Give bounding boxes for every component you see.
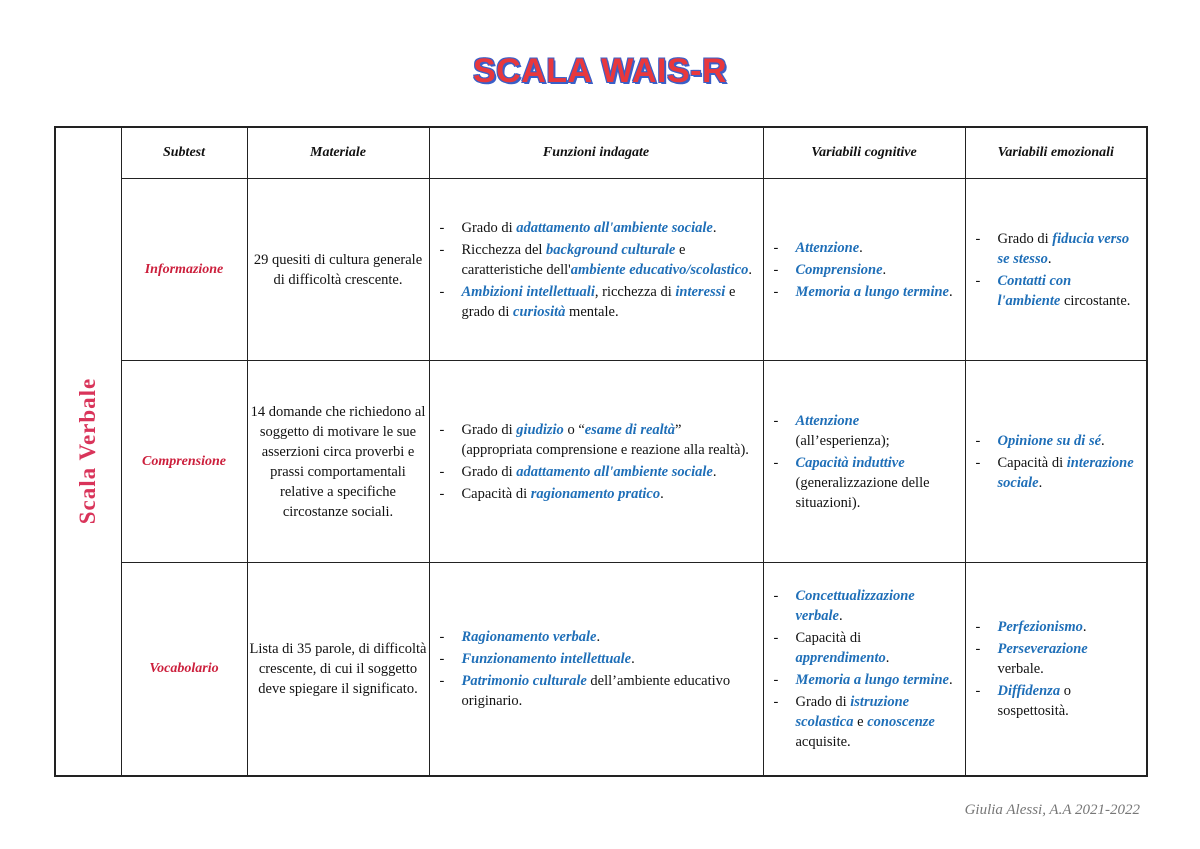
item-text: Grado di xyxy=(461,421,517,438)
funzioni-cell xyxy=(429,361,763,563)
item-text: . xyxy=(596,628,601,645)
item-text: . xyxy=(748,261,753,278)
list-item xyxy=(974,271,1137,311)
highlight-term: adattamento all'ambiente sociale xyxy=(516,463,713,480)
item-text: . xyxy=(948,283,953,300)
highlight-term: curiosità xyxy=(513,303,566,320)
highlight-term: Comprensione xyxy=(795,261,883,278)
highlight-term: Opinione su di sé xyxy=(997,432,1102,449)
highlight-term: interazione sociale xyxy=(997,454,1134,491)
funzioni-cell xyxy=(429,563,763,776)
header-emozionali: Variabili emozionali xyxy=(965,127,1147,179)
highlight-term: Memoria a lungo termine xyxy=(795,283,949,300)
item-text: o “ xyxy=(563,421,585,438)
highlight-term: istruzione scolastica xyxy=(795,693,910,730)
header-row xyxy=(55,127,1147,179)
list-item xyxy=(772,586,955,626)
item-text: e caratteristiche dell' xyxy=(461,241,686,278)
highlight-term: Memoria a lungo termine xyxy=(795,671,949,688)
cognitive-list xyxy=(764,586,965,752)
highlight-term: Perseverazione xyxy=(997,640,1088,657)
table-row xyxy=(55,361,1147,563)
list-item xyxy=(772,453,955,513)
highlight-term: Ambizioni intellettuali xyxy=(461,283,595,300)
list-item xyxy=(772,628,955,668)
cognitive-list xyxy=(764,411,965,513)
item-text: ” (appropriata comprensione e reazione alla realtà). xyxy=(461,421,749,458)
list-item xyxy=(438,671,753,711)
funzioni-cell xyxy=(429,179,763,361)
list-item xyxy=(438,218,753,238)
item-text: . xyxy=(1047,250,1052,267)
item-text: (generalizzazione delle situazioni). xyxy=(795,474,930,511)
item-text: . xyxy=(882,261,887,278)
page-title: SCALA WAIS-R xyxy=(472,52,728,90)
highlight-term: apprendimento xyxy=(795,649,886,666)
emozionali-cell xyxy=(965,361,1147,563)
subtest-cell: Vocabolario xyxy=(121,563,247,776)
item-text: . xyxy=(885,649,890,666)
list-item xyxy=(772,260,955,280)
list-item xyxy=(974,617,1137,637)
item-text: Capacità di xyxy=(461,485,531,502)
item-text: . xyxy=(712,219,717,236)
list-item xyxy=(974,681,1137,721)
item-text: Grado di xyxy=(795,693,851,710)
item-text: . xyxy=(631,650,635,667)
item-text: o sospettosità. xyxy=(997,682,1071,719)
highlight-term: background culturale xyxy=(546,241,676,258)
highlight-term: Concettualizzazione verbale xyxy=(795,587,915,624)
emozionali-cell xyxy=(965,563,1147,776)
item-text: . xyxy=(838,607,843,624)
highlight-term: Attenzione xyxy=(795,412,860,429)
list-item xyxy=(438,462,753,482)
footer-credit: Giulia Alessi, A.A 2021-2022 xyxy=(964,802,1140,818)
item-text: , ricchezza di xyxy=(594,283,676,300)
cognitive-list xyxy=(764,238,965,302)
item-text: . xyxy=(859,239,863,256)
table-row xyxy=(55,563,1147,776)
item-text: Capacità di xyxy=(997,454,1067,471)
list-item xyxy=(974,453,1137,493)
list-item xyxy=(974,431,1137,451)
list-item xyxy=(772,411,955,451)
item-text: e grado di xyxy=(461,283,736,320)
highlight-term: Ragionamento verbale xyxy=(461,628,597,645)
highlight-term: adattamento all'ambiente sociale xyxy=(516,219,713,236)
highlight-term: ragionamento pratico xyxy=(530,485,661,502)
subtest-cell: Comprensione xyxy=(121,361,247,563)
item-text: . xyxy=(948,671,953,688)
cognitive-cell xyxy=(763,179,965,361)
header-subtest: Subtest xyxy=(121,127,247,179)
list-item xyxy=(438,420,753,460)
funzioni-list xyxy=(430,420,763,504)
item-text: circostante. xyxy=(1060,292,1131,309)
header-materiale: Materiale xyxy=(247,127,429,179)
item-text: verbale. xyxy=(997,660,1044,677)
cognitive-cell xyxy=(763,563,965,776)
emozionali-list xyxy=(966,431,1147,493)
highlight-term: Diffidenza xyxy=(997,682,1061,699)
highlight-term: Perfezionismo xyxy=(997,618,1083,635)
funzioni-list xyxy=(430,627,763,711)
highlight-term: esame di realtà xyxy=(584,421,675,438)
list-item xyxy=(438,484,753,504)
table-row xyxy=(55,179,1147,361)
highlight-term: interessi xyxy=(675,283,726,300)
list-item xyxy=(438,649,753,669)
materiale-cell: Lista di 35 parole, di difficoltà crescente, di cui il soggetto deve spiegare il significato. xyxy=(247,563,429,776)
header-funzioni: Funzioni indagate xyxy=(429,127,763,179)
highlight-term: Funzionamento intellettuale xyxy=(461,650,632,667)
list-item xyxy=(772,670,955,690)
subtest-cell: Informazione xyxy=(121,179,247,361)
highlight-term: Patrimonio culturale xyxy=(461,672,587,689)
materiale-cell: 29 quesiti di cultura generale di difficoltà crescente. xyxy=(247,179,429,361)
item-text: Capacità di xyxy=(795,629,862,646)
highlight-term: ambiente educativo/scolastico xyxy=(570,261,749,278)
item-text: . xyxy=(712,463,717,480)
list-item xyxy=(438,627,753,647)
item-text: . xyxy=(1082,618,1087,635)
list-item xyxy=(974,639,1137,679)
item-text: . xyxy=(1101,432,1105,449)
side-label: Scala Verbale xyxy=(75,377,101,525)
list-item xyxy=(974,229,1137,269)
wais-table xyxy=(54,126,1148,777)
item-text: Grado di xyxy=(997,230,1053,247)
highlight-term: Contatti con l'ambiente xyxy=(997,272,1072,309)
list-item xyxy=(772,282,955,302)
item-text: acquisite. xyxy=(795,733,851,750)
item-text: mentale. xyxy=(565,303,619,320)
item-text: Grado di xyxy=(461,219,517,236)
highlight-term: fiducia verso se stesso xyxy=(997,230,1130,267)
list-item xyxy=(438,240,753,280)
list-item xyxy=(772,692,955,752)
side-label-cell xyxy=(55,127,121,776)
emozionali-list xyxy=(966,617,1147,721)
header-cognitive: Variabili cognitive xyxy=(763,127,965,179)
item-text: Ricchezza del xyxy=(461,241,547,258)
highlight-term: giudizio xyxy=(516,421,564,438)
emozionali-cell xyxy=(965,179,1147,361)
emozionali-list xyxy=(966,229,1147,311)
item-text: dell’ambiente educativo originario. xyxy=(461,672,731,709)
list-item xyxy=(438,282,753,322)
highlight-term: Attenzione xyxy=(795,239,860,256)
item-text: Grado di xyxy=(461,463,517,480)
cognitive-cell xyxy=(763,361,965,563)
funzioni-list xyxy=(430,218,763,322)
materiale-cell: 14 domande che richiedono al soggetto di motivare le sue asserzioni circa proverbi e prassi comportamentali relative a specifiche circostanze sociali. xyxy=(247,361,429,563)
highlight-term: conoscenze xyxy=(867,713,935,730)
item-text: . xyxy=(660,485,664,502)
item-text: e xyxy=(853,713,868,730)
item-text: . xyxy=(1038,474,1043,491)
list-item xyxy=(772,238,955,258)
item-text: (all’esperienza); xyxy=(795,432,890,449)
highlight-term: Capacità induttive xyxy=(795,454,905,471)
